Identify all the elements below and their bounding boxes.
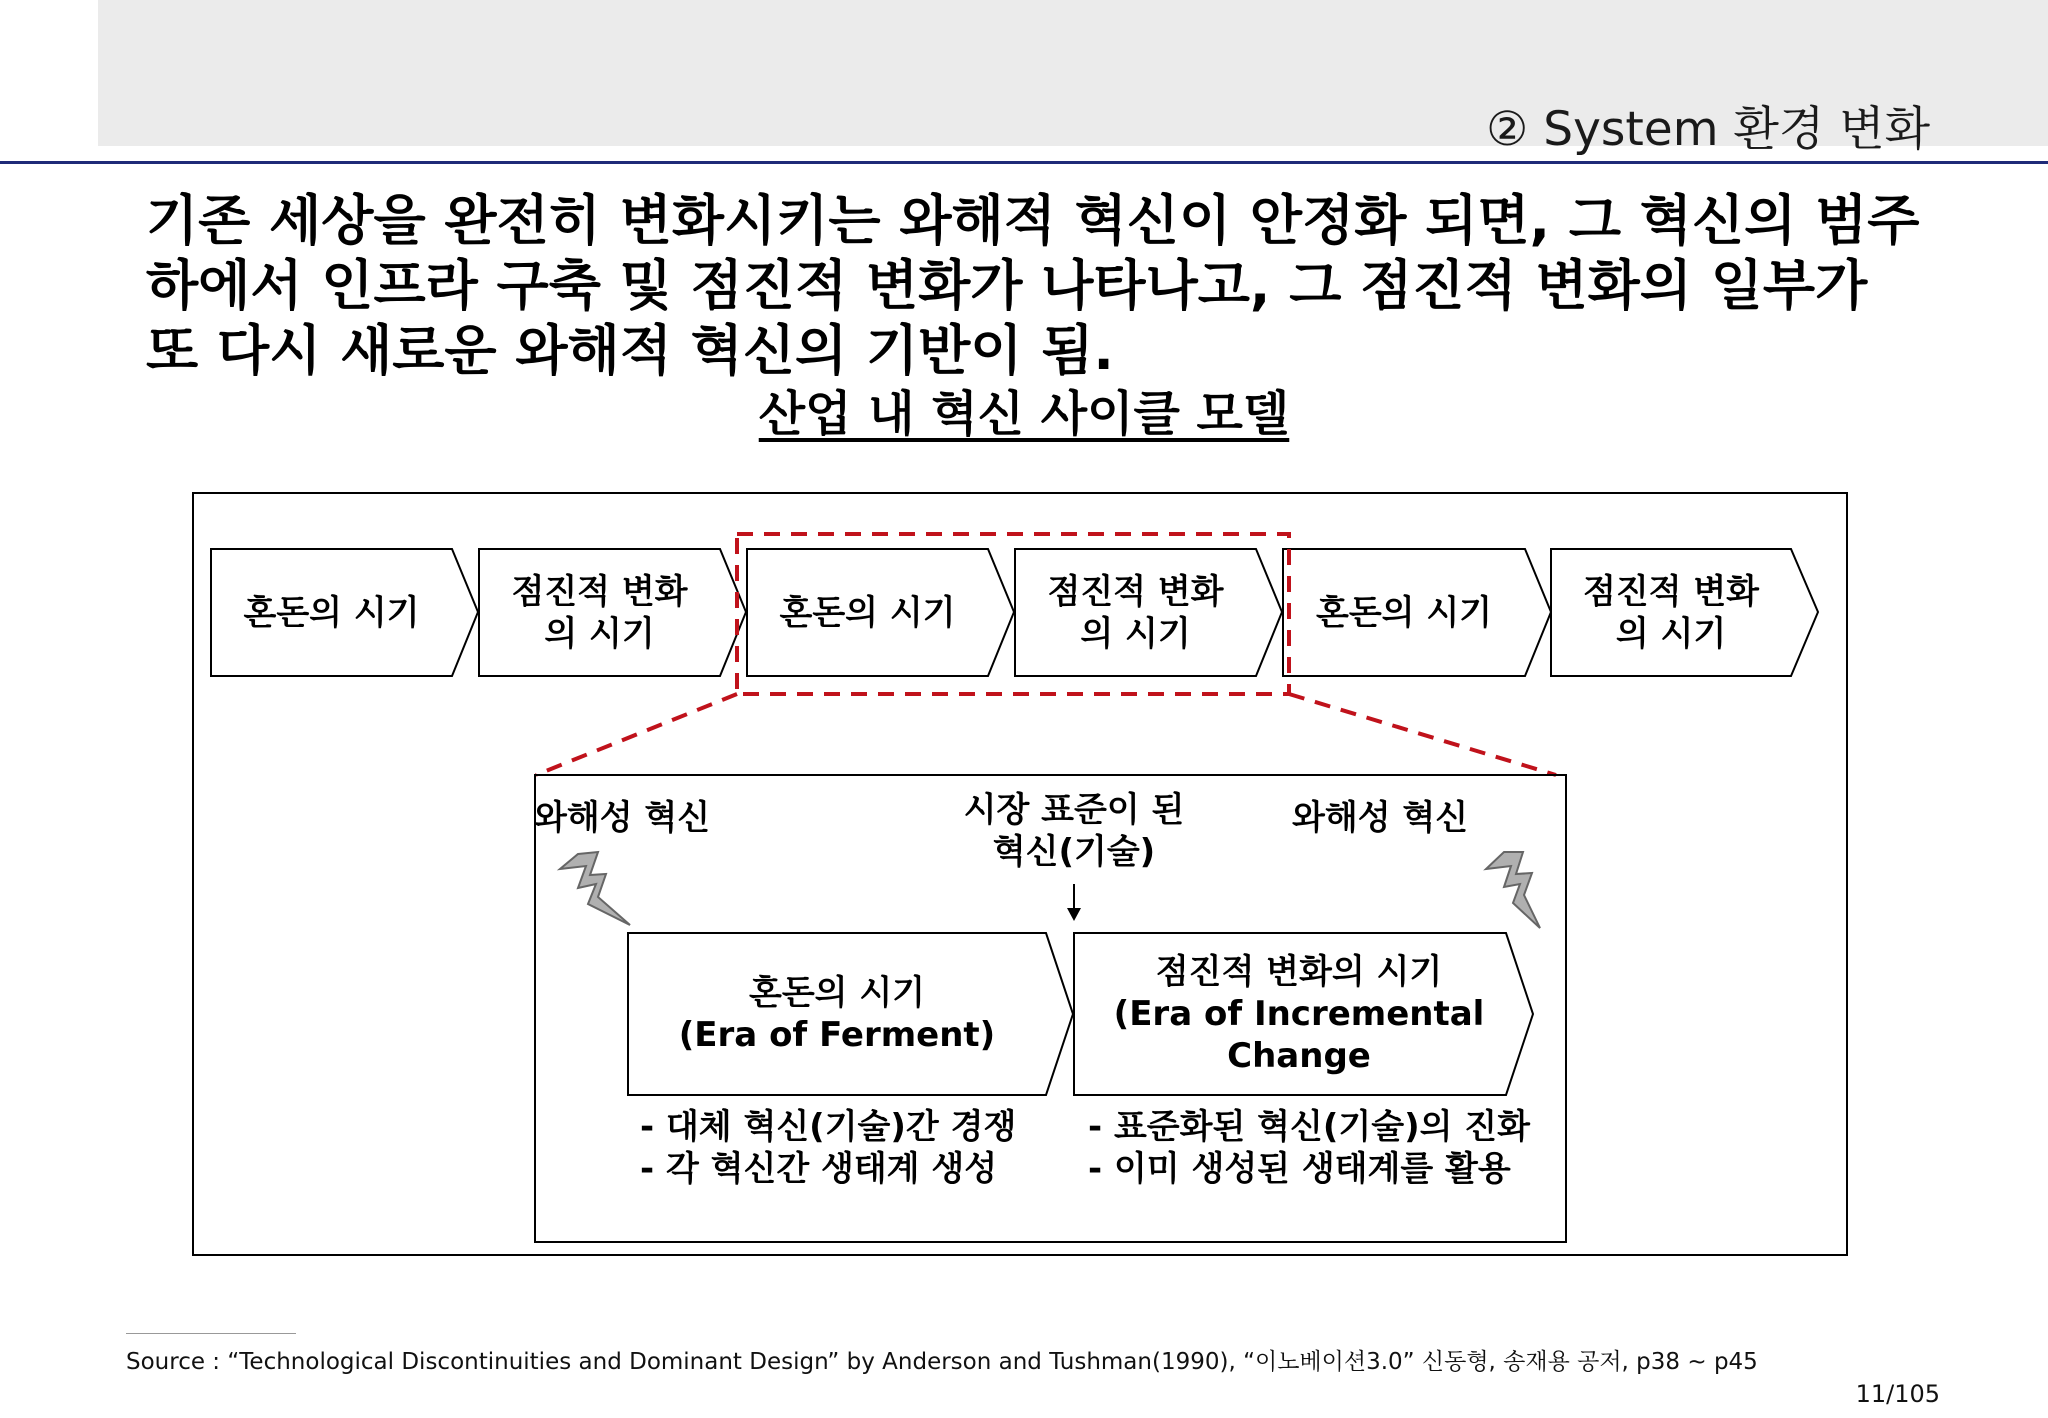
ferment-bullets	[640, 1106, 1016, 1190]
standard-innovation-note: 시장 표준이 된 혁신(기술)	[963, 790, 1185, 872]
source-citation: Source : “Technological Discontinuities and Dominant Design” by Anderson and Tushman(1990), “이노베이션3.0” 신동형, 송재용 공저, p38 ~ p45	[126, 1349, 1758, 1375]
down-arrow-head-icon	[1067, 908, 1081, 921]
cycle-stage-2-label: 점진적 변화의 시기	[511, 571, 688, 654]
ferment-bullet-1: - 대체 혁신(기술)간 경쟁	[640, 1107, 1017, 1147]
section-label: ② System 환경 변화	[1486, 102, 1930, 157]
ferment-bullet-2: - 각 혁신간 생태계 생성	[640, 1149, 998, 1189]
headline-line-2: 하에서 인프라 구축 및 점진적 변화가 나타나고, 그 점진적 변화의 일부가	[146, 254, 1868, 317]
incremental-bullet-2: - 이미 생성된 생태계를 활용	[1088, 1149, 1511, 1189]
incremental-bullet-1: - 표준화된 혁신(기술)의 진화	[1088, 1107, 1530, 1147]
disruptive-innovation-right: 와해성 혁신	[1292, 798, 1469, 838]
incremental-title-ko: 점진적 변화의 시기	[1155, 952, 1443, 992]
lightning-left-icon	[560, 852, 630, 925]
model-title: 산업 내 혁신 사이클 모델	[758, 386, 1290, 442]
cycle-stage-4-label: 점진적 변화의 시기	[1047, 571, 1224, 654]
headline-line-1: 기존 세상을 완전히 변화시키는 와해적 혁신이 안정화 되면, 그 혁신의 범주	[146, 189, 1920, 252]
zoom-line-left	[536, 694, 737, 775]
disruptive-innovation-left: 와해성 혁신	[534, 798, 711, 838]
ferment-label	[628, 933, 1046, 1095]
cycle-stage-6-label: 점진적 변화의 시기	[1582, 571, 1760, 654]
cycle-stage-5-label: 혼돈의 시기	[1315, 592, 1493, 633]
ferment-title-en: (Era of Ferment)	[678, 1015, 996, 1055]
source-rule	[126, 1333, 296, 1334]
headline-line-3: 또 다시 새로운 와해적 혁신의 기반이 됨.	[146, 319, 1114, 382]
incremental-label	[1074, 933, 1524, 1095]
lightning-right-icon	[1486, 852, 1540, 928]
ferment-title-ko: 혼돈의 시기	[748, 973, 926, 1013]
incremental-bullets	[1088, 1106, 1530, 1190]
incremental-title-en: (Era of Incremental Change	[1113, 994, 1485, 1076]
zoom-line-right	[1289, 694, 1556, 775]
cycle-stage-1-label: 혼돈의 시기	[243, 592, 420, 633]
cycle-stage-3-label: 혼돈의 시기	[779, 592, 956, 633]
page-number: 11/105	[1855, 1380, 1940, 1408]
